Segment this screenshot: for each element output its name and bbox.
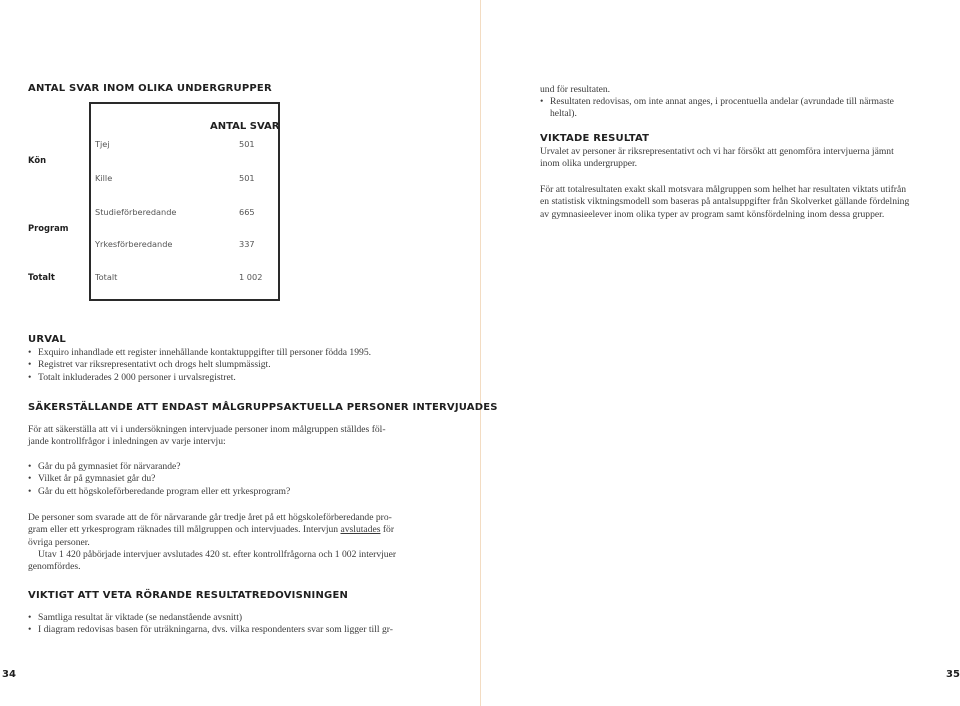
urval-heading: URVAL — [28, 334, 66, 345]
viktade-heading: VIKTADE RESULTAT — [540, 133, 650, 144]
text-line: en statistisk viktningsmodell som baseras på antalsuppgifter från Skolverket gällande fördelning — [540, 196, 910, 208]
row-label-studieforberedande: Studieförberedande — [95, 207, 177, 217]
viktade-text — [540, 146, 945, 171]
text-line: av gymnasieelever inom olika typer av program samt könsfördelning inom dessa grupper. — [540, 208, 885, 220]
text-line: Utav 1 420 påbörjade intervjuer avslutades 420 st. efter kontrollfrågorna och 1 002 intervjuer — [38, 548, 397, 560]
group-label-program: Program — [28, 223, 69, 233]
list-item: • Vilket år på gymnasiet går du? — [28, 473, 468, 485]
urval-list — [28, 347, 468, 384]
row-label-kille: Kille — [95, 173, 113, 183]
group-label-kon: Kön — [28, 155, 47, 165]
sakerstallande-paragraph — [28, 512, 473, 573]
underlined-word: avslutades — [340, 524, 381, 536]
continued-list — [540, 96, 945, 121]
continued-text — [540, 84, 940, 96]
table-heading: ANTAL SVAR INOM OLIKA UNDERGRUPPER — [28, 83, 272, 94]
viktigt-list — [28, 612, 473, 637]
list-item: • Totalt inkluderades 2 000 personer i urvalsregistret. — [28, 372, 468, 384]
list-item: • I diagram redovisas basen för uträkningarna, dvs. vilka respondenters svar som ligger till gr- — [28, 624, 473, 636]
total-row-label: Totalt — [95, 272, 118, 282]
text-line: Resultaten redovisas, om inte annat anges, i procentuella andelar (avrundade till närmaste — [550, 96, 894, 107]
text-line: För att säkerställa att vi i undersökningen intervjuade personer inom målgruppen ställdes föl- — [28, 424, 386, 435]
page-number-right: 35 — [946, 669, 960, 680]
text-line: övriga personer. — [28, 536, 90, 548]
row-value-studieforberedande: 665 — [239, 207, 255, 217]
row-value-yrkesforberedande: 337 — [239, 239, 255, 249]
row-label-yrkesforberedande: Yrkesförberedande — [95, 239, 173, 249]
text-line — [28, 524, 473, 536]
text-line: heltal). — [550, 108, 577, 120]
viktade-paragraph — [540, 184, 945, 221]
text-line: inom olika undergrupper. — [540, 158, 638, 170]
page-spine — [480, 0, 481, 706]
list-item: • Exquiro inhandlade ett register innehållande kontaktuppgifter till personer födda 1995. — [28, 347, 468, 359]
text-line: De personer som svarade att de för närvarande går tredje året på ett högskoleförberedande pro- — [28, 512, 392, 523]
list-item: • Samtliga resultat är viktade (se nedanstående avsnitt) — [28, 612, 473, 624]
text-line: jande kontrollfrågor i inledningen av varje intervju: — [28, 436, 226, 448]
sakerstallande-intro — [28, 424, 473, 449]
viktigt-heading: VIKTIGT ATT VETA RÖRANDE RESULTATREDOVISNINGEN — [28, 590, 349, 601]
row-value-kille: 501 — [239, 173, 255, 183]
list-item: • Går du på gymnasiet för närvarande? — [28, 461, 468, 473]
row-value-tjej: 501 — [239, 139, 255, 149]
table-bottom-rule — [89, 299, 280, 301]
control-questions-list — [28, 461, 468, 498]
total-group-label: Totalt — [28, 272, 55, 282]
list-item: • Registret var riksrepresentativt och drogs helt slumpmässigt. — [28, 359, 468, 371]
sakerstallande-heading: SÄKERSTÄLLANDE ATT ENDAST MÅLGRUPPSAKTUELLA PERSONER INTERVJUADES — [28, 402, 498, 413]
total-row-value: 1 002 — [239, 272, 263, 282]
text-line: Urvalet av personer är riksrepresentativt och vi har försökt att genomföra intervjuerna jämnt — [540, 146, 894, 157]
table-left-rule — [89, 102, 91, 301]
response-count-table — [0, 0, 480, 320]
text-line: und för resultaten. — [540, 84, 611, 95]
text-segment: gram eller ett yrkesprogram räknades till målgruppen och intervjuades. Intervjun — [28, 524, 341, 536]
text-line: För att totalresultaten exakt skall motsvara målgruppen som helhet har resultaten viktats utifrån — [540, 184, 907, 195]
column-header: ANTAL SVAR — [210, 121, 280, 132]
list-item: • Går du ett högskoleförberedande program eller ett yrkesprogram? — [28, 486, 468, 498]
list-item — [540, 96, 945, 121]
text-line: genomfördes. — [28, 561, 81, 573]
text-segment: för — [380, 524, 395, 536]
table-top-rule — [89, 102, 280, 104]
page-number-left: 34 — [2, 669, 16, 680]
row-label-tjej: Tjej — [95, 139, 110, 149]
